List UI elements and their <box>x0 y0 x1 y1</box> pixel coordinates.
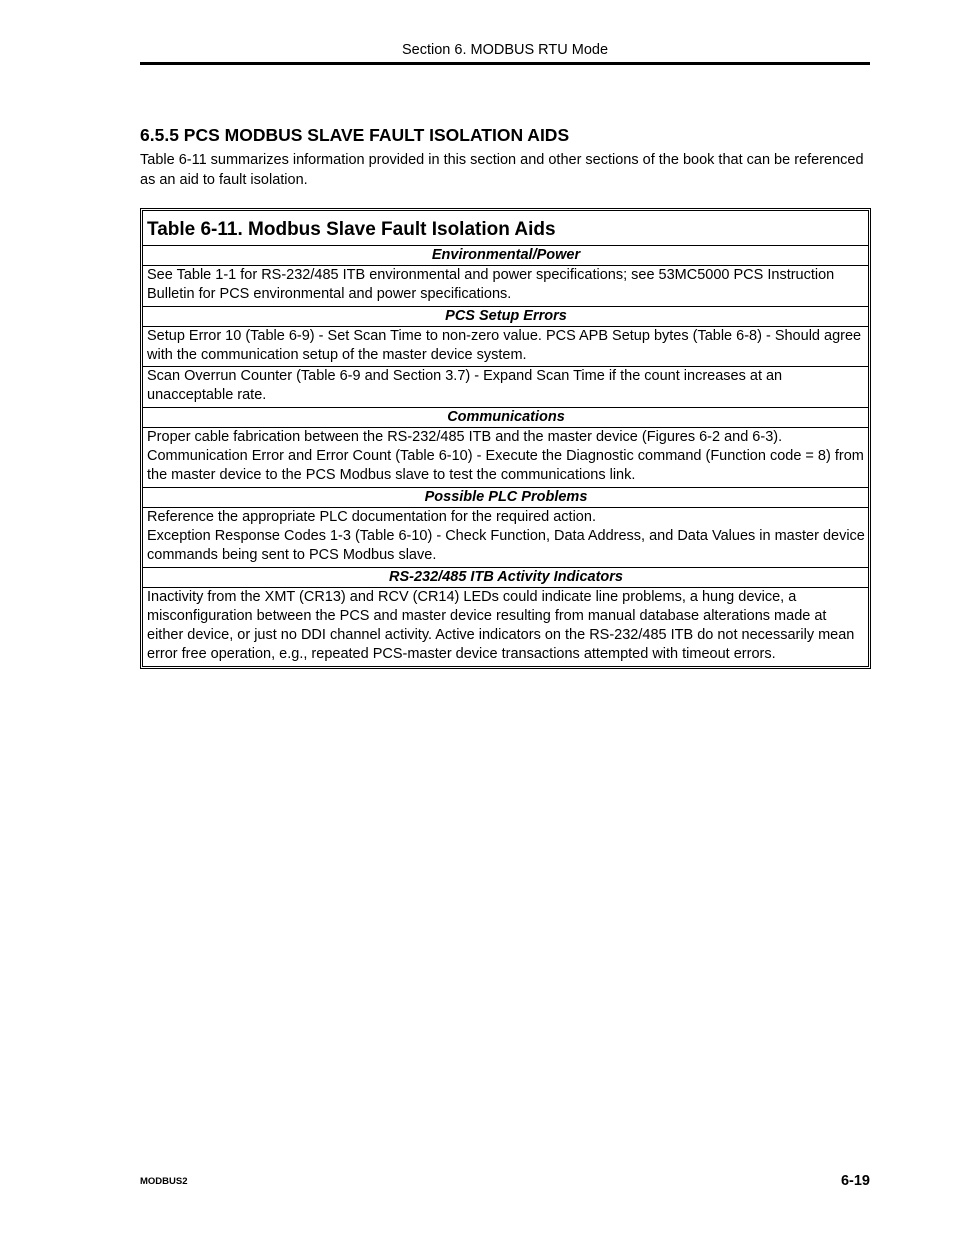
intro-paragraph: Table 6-11 summarizes information provided in this section and other sections of the book that can be referenced as an aid to fault isolation. <box>140 152 864 188</box>
category-heading: RS-232/485 ITB Activity Indicators <box>143 567 868 587</box>
category-heading: Possible PLC Problems <box>143 487 868 507</box>
table-row <box>143 587 868 666</box>
category-row <box>143 407 868 427</box>
table-cell: Inactivity from the XMT (CR13) and RCV (CR14) LEDs could indicate line problems, a hung device, a misconfiguration between the PCS and master device resulting from manual database alterations made at either device, or just no DDI channel activity. Active indicators on the RS-232/485 ITB do not necessarily mean error free operation, e.g., repeated PCS-master device transactions attempted with timeout errors. <box>143 587 868 666</box>
aids-table <box>143 211 868 666</box>
category-heading: Communications <box>143 407 868 427</box>
category-row <box>143 487 868 507</box>
running-header: Section 6. MODBUS RTU Mode <box>401 42 609 58</box>
table-row <box>143 507 868 567</box>
table-row <box>143 326 868 367</box>
aids-table-body <box>143 211 868 666</box>
table-cell: See Table 1-1 for RS-232/485 ITB environmental and power specifications; see 53MC5000 PCS Instruction Bulletin for PCS environmental and power specifications. <box>143 266 868 307</box>
footer-doc-code: MODBUS2 <box>140 1176 188 1187</box>
header-rule <box>140 62 870 65</box>
table-cell: Reference the appropriate PLC documentation for the required action. Exception Response Codes 1-3 (Table 6-10) - Check Function, Data Address, and Data Values in master device commands being sent to PCS Modbus slave. <box>143 507 868 567</box>
section-heading: 6.5.5 PCS MODBUS SLAVE FAULT ISOLATION AIDS <box>140 125 570 145</box>
category-heading: Environmental/Power <box>143 246 868 266</box>
table-row <box>143 427 868 487</box>
table-caption: Table 6-11. Modbus Slave Fault Isolation Aids <box>143 211 868 246</box>
page-number: 6-19 <box>840 1173 870 1189</box>
fault-isolation-table <box>140 208 871 669</box>
table-row <box>143 266 868 307</box>
table-cell: Scan Overrun Counter (Table 6-9 and Section 3.7) - Expand Scan Time if the count increases at an unacceptable rate. <box>143 367 868 408</box>
table-cell: Setup Error 10 (Table 6-9) - Set Scan Time to non-zero value. PCS APB Setup bytes (Table 6-8) - Should agree with the communication setup of the master device system. <box>143 326 868 367</box>
category-row <box>143 567 868 587</box>
table-row <box>143 367 868 408</box>
table-cell: Proper cable fabrication between the RS-232/485 ITB and the master device (Figures 6-2 and 6-3). Communication Error and Error Count (Table 6-10) - Execute the Diagnostic command (Function code = 8) from the master device to the PCS Modbus slave to test the communications link. <box>143 427 868 487</box>
category-row <box>143 306 868 326</box>
category-row <box>143 246 868 266</box>
table-caption-row <box>143 211 868 246</box>
category-heading: PCS Setup Errors <box>143 306 868 326</box>
